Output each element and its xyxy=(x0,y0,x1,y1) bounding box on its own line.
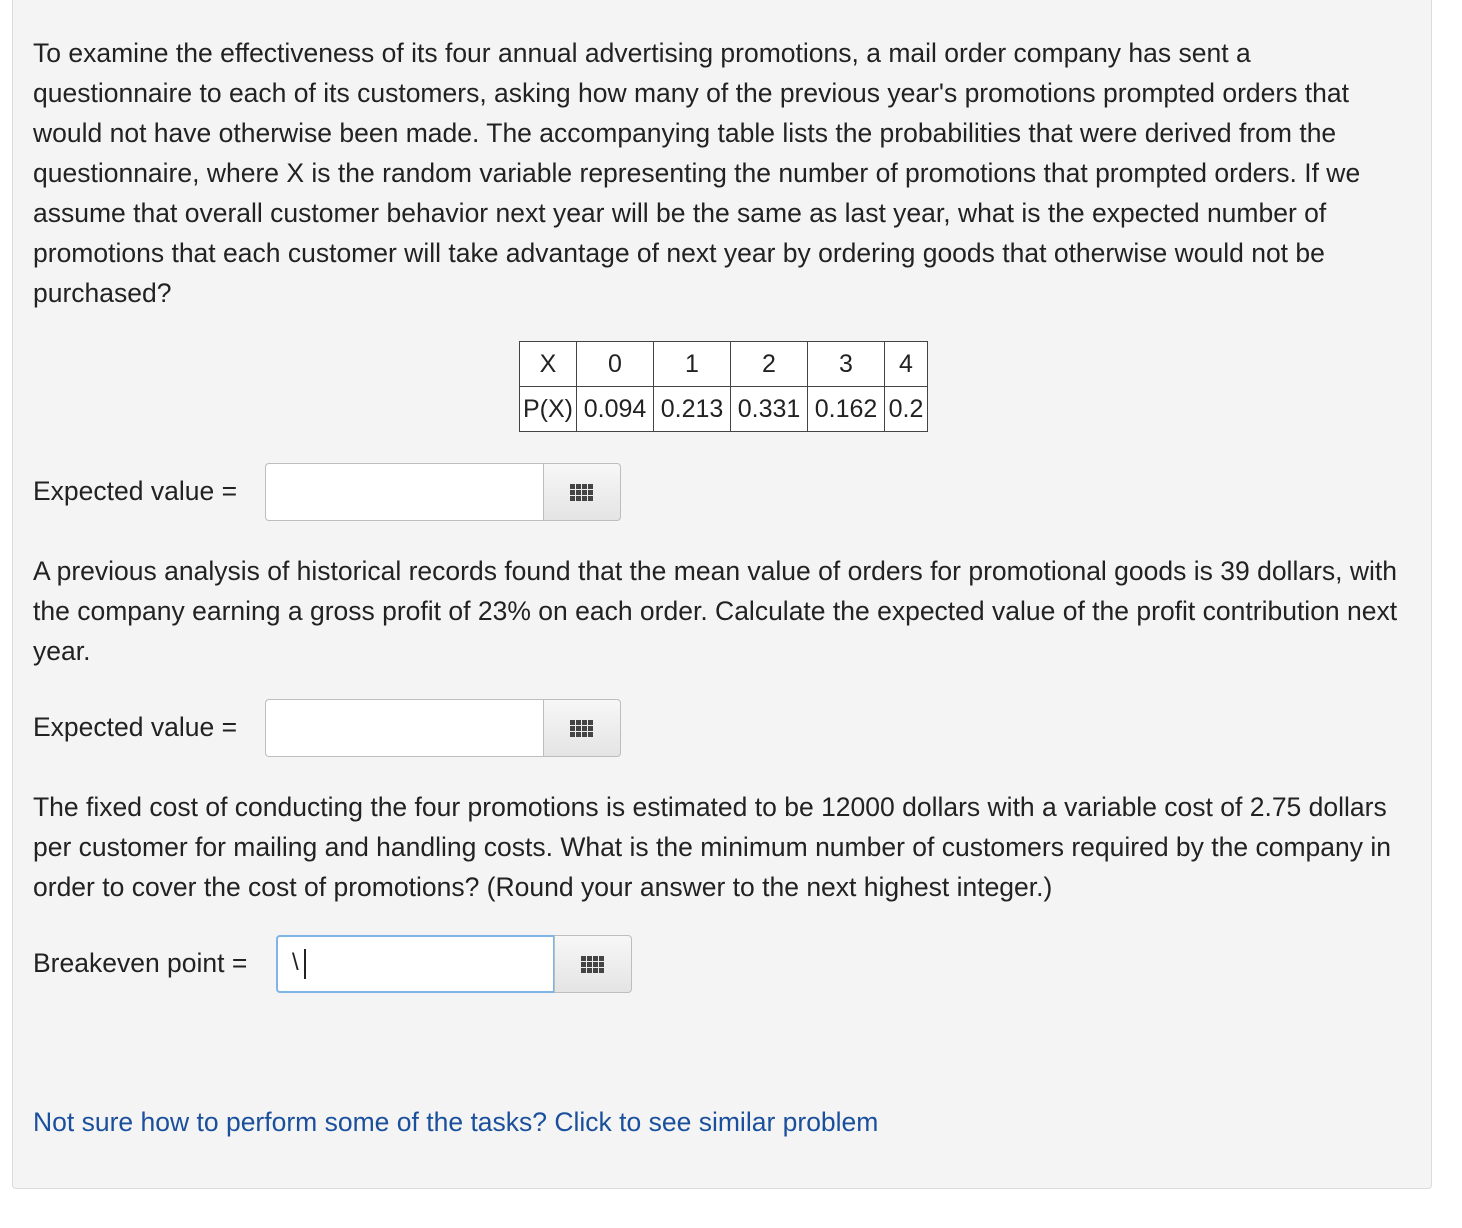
expected-value-label: Expected value = xyxy=(33,476,238,506)
question-panel xyxy=(12,0,1432,1189)
p-value: 0.213 xyxy=(654,387,731,432)
expected-value-row xyxy=(33,463,633,523)
breakeven-label: Breakeven point = xyxy=(33,948,248,978)
question-part3: The fixed cost of conducting the four promotions is estimated to be 12000 dollars with a variable cost of 2.75 dollars per customer for mailing and handling costs. What is the minimum number of customers required by the company in order to cover the cost of promotions? (Round your answer to the next highest integer.) xyxy=(33,792,1391,902)
keypad-button[interactable] xyxy=(554,935,632,993)
p-value: 0.094 xyxy=(577,387,654,432)
breakeven-input[interactable] xyxy=(276,935,555,993)
table-row-px xyxy=(520,387,928,432)
keypad-button[interactable] xyxy=(543,699,621,757)
x-value: 0 xyxy=(577,342,654,387)
probability-table xyxy=(519,341,928,432)
question-part2: A previous analysis of historical records found that the mean value of orders for promotional goods is 39 dollars, with the company earning a gross profit of 23% on each order. Calculate the expected value of the profit contribution next year. xyxy=(33,556,1398,666)
profit-value-label: Expected value = xyxy=(33,712,238,742)
p-value: 0.162 xyxy=(808,387,885,432)
header-px: P(X) xyxy=(520,387,577,432)
p-value: 0.331 xyxy=(731,387,808,432)
x-value: 2 xyxy=(731,342,808,387)
p-value: 0.2 xyxy=(885,387,928,432)
breakeven-input-value: \ xyxy=(292,949,299,976)
x-value: 4 xyxy=(885,342,928,387)
breakeven-row xyxy=(33,935,653,995)
profit-value-input[interactable] xyxy=(265,699,543,757)
keypad-button[interactable] xyxy=(543,463,621,521)
expected-value-input[interactable] xyxy=(265,463,543,521)
profit-value-row xyxy=(33,699,633,759)
grid-icon xyxy=(570,484,594,503)
x-value: 3 xyxy=(808,342,885,387)
table-row-x xyxy=(520,342,928,387)
grid-icon xyxy=(570,720,594,739)
question-intro: To examine the effectiveness of its four annual advertising promotions, a mail order company has sent a questionnaire to each of its customers, asking how many of the previous year's promotions prompted orders that would not have otherwise been made. The accompanying table lists the probabilities that were derived from the questionnaire, where X is the random variable representing the number of promotions that prompted orders. If we assume that overall customer behavior next year will be the same as last year, what is the expected number of promotions that each customer will take advantage of next year by ordering goods that otherwise would not be purchased? xyxy=(33,38,1361,308)
text-caret xyxy=(304,949,306,979)
x-value: 1 xyxy=(654,342,731,387)
header-x: X xyxy=(520,342,577,387)
similar-problem-link[interactable]: Not sure how to perform some of the tasks? Click to see similar problem xyxy=(33,1107,879,1137)
grid-icon xyxy=(581,956,605,975)
